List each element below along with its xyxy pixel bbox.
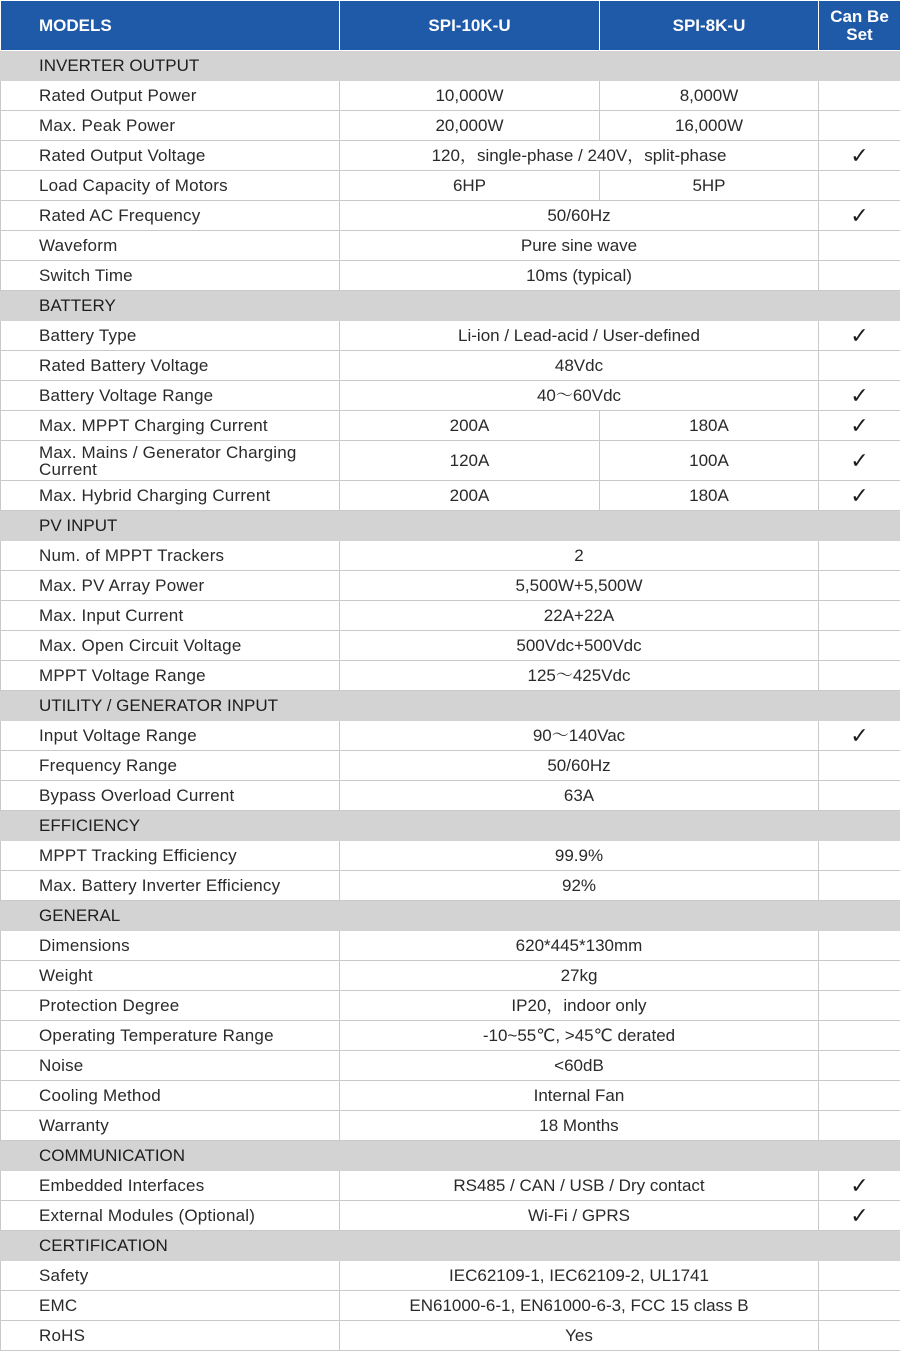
section-header-row — [1, 51, 900, 81]
section-header-row — [1, 691, 900, 721]
spec-row — [1, 1171, 900, 1201]
spec-value-shared: Li-ion / Lead-acid / User-defined — [340, 321, 819, 351]
spec-value-shared: Yes — [340, 1321, 819, 1351]
spec-row — [1, 1081, 900, 1111]
spec-value-shared: 125～425Vdc — [340, 661, 819, 691]
settable-cell-empty — [819, 871, 900, 901]
spec-value-shared: 5,500W+5,500W — [340, 571, 819, 601]
spec-row — [1, 631, 900, 661]
settable-cell-empty — [819, 631, 900, 661]
check-icon: ✓ — [819, 1171, 900, 1201]
check-icon: ✓ — [819, 381, 900, 411]
spec-row — [1, 1291, 900, 1321]
spec-label: Waveform — [1, 231, 340, 261]
spec-label: Max. Peak Power — [1, 111, 340, 141]
spec-row — [1, 931, 900, 961]
settable-cell-empty — [819, 1291, 900, 1321]
spec-value-shared: 40～60Vdc — [340, 381, 819, 411]
spec-label: Rated Output Voltage — [1, 141, 340, 171]
spec-label: MPPT Tracking Efficiency — [1, 841, 340, 871]
spec-row — [1, 201, 900, 231]
spec-value-shared: IEC62109-1, IEC62109-2, UL1741 — [340, 1261, 819, 1291]
spec-row — [1, 1321, 900, 1351]
section-title: BATTERY — [1, 291, 900, 321]
settable-cell-empty — [819, 1081, 900, 1111]
spec-label: MPPT Voltage Range — [1, 661, 340, 691]
settable-cell-empty — [819, 1111, 900, 1141]
settable-cell-empty — [819, 261, 900, 291]
spec-row — [1, 81, 900, 111]
spec-row — [1, 1051, 900, 1081]
section-header-row — [1, 901, 900, 931]
spec-value-shared: 27kg — [340, 961, 819, 991]
spec-row — [1, 961, 900, 991]
spec-label: Frequency Range — [1, 751, 340, 781]
spec-label: Max. Mains / Generator Charging Current — [1, 441, 340, 481]
spec-row — [1, 111, 900, 141]
check-icon: ✓ — [819, 721, 900, 751]
spec-row — [1, 381, 900, 411]
section-title: UTILITY / GENERATOR INPUT — [1, 691, 900, 721]
check-icon: ✓ — [819, 481, 900, 511]
spec-label: Max. Input Current — [1, 601, 340, 631]
spec-label: Rated Output Power — [1, 81, 340, 111]
spec-label: External Modules (Optional) — [1, 1201, 340, 1231]
spec-label: Input Voltage Range — [1, 721, 340, 751]
section-header-row — [1, 811, 900, 841]
spec-label: Max. Hybrid Charging Current — [1, 481, 340, 511]
check-icon: ✓ — [819, 321, 900, 351]
spec-row — [1, 231, 900, 261]
spec-value-model-2: 180A — [600, 411, 819, 441]
spec-label: Rated AC Frequency — [1, 201, 340, 231]
model-2-header: SPI-8K-U — [600, 1, 819, 51]
settable-cell-empty — [819, 351, 900, 381]
spec-label: Dimensions — [1, 931, 340, 961]
spec-row — [1, 661, 900, 691]
spec-label: Warranty — [1, 1111, 340, 1141]
spec-row — [1, 571, 900, 601]
spec-row — [1, 991, 900, 1021]
spec-row — [1, 411, 900, 441]
spec-row — [1, 171, 900, 201]
spec-label: Cooling Method — [1, 1081, 340, 1111]
check-icon: ✓ — [819, 201, 900, 231]
spec-value-shared: 120，single-phase / 240V，split-phase — [340, 141, 819, 171]
spec-label: Protection Degree — [1, 991, 340, 1021]
settable-cell-empty — [819, 991, 900, 1021]
spec-label: Load Capacity of Motors — [1, 171, 340, 201]
spec-value-shared: 92% — [340, 871, 819, 901]
spec-value-shared: 10ms (typical) — [340, 261, 819, 291]
spec-value-model-1: 6HP — [340, 171, 600, 201]
settable-cell-empty — [819, 1051, 900, 1081]
can-be-set-header: Can Be Set — [819, 1, 900, 51]
spec-value-model-1: 200A — [340, 411, 600, 441]
spec-label: Battery Voltage Range — [1, 381, 340, 411]
section-header-row — [1, 1141, 900, 1171]
spec-row — [1, 841, 900, 871]
spec-label: Max. MPPT Charging Current — [1, 411, 340, 441]
spec-row — [1, 721, 900, 751]
spec-value-model-2: 16,000W — [600, 111, 819, 141]
check-icon: ✓ — [819, 1201, 900, 1231]
table-header-row — [1, 1, 900, 51]
spec-value-model-1: 20,000W — [340, 111, 600, 141]
spec-label: RoHS — [1, 1321, 340, 1351]
spec-table-body — [1, 51, 900, 1351]
section-title: EFFICIENCY — [1, 811, 900, 841]
spec-value-shared: Wi-Fi / GPRS — [340, 1201, 819, 1231]
settable-cell-empty — [819, 541, 900, 571]
model-1-header: SPI-10K-U — [340, 1, 600, 51]
spec-value-shared: Internal Fan — [340, 1081, 819, 1111]
settable-cell-empty — [819, 1021, 900, 1051]
spec-label: Switch Time — [1, 261, 340, 291]
settable-cell-empty — [819, 841, 900, 871]
spec-row — [1, 1201, 900, 1231]
settable-cell-empty — [819, 111, 900, 141]
spec-value-shared: 90～140Vac — [340, 721, 819, 751]
spec-row — [1, 481, 900, 511]
spec-value-shared: 18 Months — [340, 1111, 819, 1141]
spec-value-shared: Pure sine wave — [340, 231, 819, 261]
spec-label: Weight — [1, 961, 340, 991]
spec-row — [1, 781, 900, 811]
spec-row — [1, 1261, 900, 1291]
check-icon: ✓ — [819, 141, 900, 171]
settable-cell-empty — [819, 661, 900, 691]
section-header-row — [1, 511, 900, 541]
spec-label: EMC — [1, 1291, 340, 1321]
settable-cell-empty — [819, 81, 900, 111]
spec-label: Noise — [1, 1051, 340, 1081]
spec-row — [1, 601, 900, 631]
spec-value-shared: <60dB — [340, 1051, 819, 1081]
spec-label: Max. PV Array Power — [1, 571, 340, 601]
spec-value-shared: IP20，indoor only — [340, 991, 819, 1021]
check-icon: ✓ — [819, 441, 900, 481]
section-title: CERTIFICATION — [1, 1231, 900, 1261]
spec-row — [1, 351, 900, 381]
spec-label: Embedded Interfaces — [1, 1171, 340, 1201]
spec-value-model-2: 180A — [600, 481, 819, 511]
spec-value-shared: 50/60Hz — [340, 201, 819, 231]
spec-value-shared: 500Vdc+500Vdc — [340, 631, 819, 661]
section-title: INVERTER OUTPUT — [1, 51, 900, 81]
spec-value-model-2: 5HP — [600, 171, 819, 201]
spec-value-shared: 22A+22A — [340, 601, 819, 631]
settable-cell-empty — [819, 171, 900, 201]
spec-label: Max. Open Circuit Voltage — [1, 631, 340, 661]
section-title: GENERAL — [1, 901, 900, 931]
spec-value-model-1: 200A — [340, 481, 600, 511]
spec-row — [1, 751, 900, 781]
spec-row — [1, 441, 900, 481]
spec-label: Rated Battery Voltage — [1, 351, 340, 381]
spec-value-shared: 2 — [340, 541, 819, 571]
spec-row — [1, 1021, 900, 1051]
spec-row — [1, 261, 900, 291]
settable-cell-empty — [819, 961, 900, 991]
spec-value-model-2: 100A — [600, 441, 819, 481]
spec-label: Max. Battery Inverter Efficiency — [1, 871, 340, 901]
spec-value-shared: 48Vdc — [340, 351, 819, 381]
spec-value-shared: EN61000-6-1, EN61000-6-3, FCC 15 class B — [340, 1291, 819, 1321]
spec-row — [1, 1111, 900, 1141]
settable-cell-empty — [819, 601, 900, 631]
spec-label: Operating Temperature Range — [1, 1021, 340, 1051]
spec-value-shared: 50/60Hz — [340, 751, 819, 781]
section-title: PV INPUT — [1, 511, 900, 541]
spec-value-shared: 99.9% — [340, 841, 819, 871]
settable-cell-empty — [819, 231, 900, 261]
spec-label: Num. of MPPT Trackers — [1, 541, 340, 571]
settable-cell-empty — [819, 1321, 900, 1351]
spec-value-shared: RS485 / CAN / USB / Dry contact — [340, 1171, 819, 1201]
spec-label: Safety — [1, 1261, 340, 1291]
spec-value-model-1: 120A — [340, 441, 600, 481]
spec-value-shared: 620*445*130mm — [340, 931, 819, 961]
section-title: COMMUNICATION — [1, 1141, 900, 1171]
settable-cell-empty — [819, 781, 900, 811]
spec-value-shared: -10~55℃, >45℃ derated — [340, 1021, 819, 1051]
section-header-row — [1, 1231, 900, 1261]
spec-value-shared: 63A — [340, 781, 819, 811]
settable-cell-empty — [819, 571, 900, 601]
models-header: MODELS — [1, 1, 340, 51]
spec-value-model-2: 8,000W — [600, 81, 819, 111]
spec-label: Bypass Overload Current — [1, 781, 340, 811]
spec-row — [1, 871, 900, 901]
settable-cell-empty — [819, 751, 900, 781]
spec-row — [1, 541, 900, 571]
section-header-row — [1, 291, 900, 321]
spec-value-model-1: 10,000W — [340, 81, 600, 111]
check-icon: ✓ — [819, 411, 900, 441]
spec-row — [1, 141, 900, 171]
spec-label: Battery Type — [1, 321, 340, 351]
settable-cell-empty — [819, 1261, 900, 1291]
spec-row — [1, 321, 900, 351]
settable-cell-empty — [819, 931, 900, 961]
